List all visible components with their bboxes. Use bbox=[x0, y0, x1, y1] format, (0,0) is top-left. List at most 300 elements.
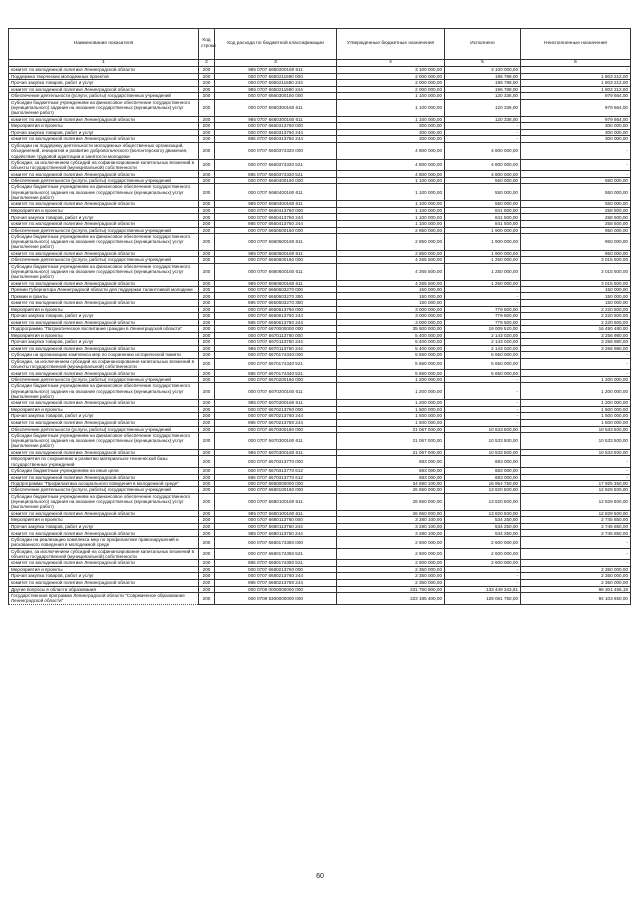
row-remaining: 1 803 212,00 bbox=[521, 86, 631, 93]
row-remaining: 258 500,00 bbox=[521, 220, 631, 227]
row-kbk: 000 0707 6660413760 244 bbox=[215, 214, 337, 221]
table-row bbox=[9, 530, 631, 537]
row-remaining: 3 015 500,00 bbox=[521, 257, 631, 263]
row-executed: 1 250 000,00 bbox=[445, 280, 521, 287]
row-executed: 550 000,00 bbox=[445, 178, 521, 184]
row-executed: 779 500,00 bbox=[445, 313, 521, 320]
row-approved: 21 067 000,00 bbox=[337, 449, 445, 456]
row-kbk: 000 0709 6300000000 000 bbox=[215, 593, 337, 605]
row-executed: - bbox=[445, 566, 521, 573]
row-remaining: 979 664,00 bbox=[521, 93, 631, 99]
row-name: Субсидии бюджетным учреждениям на финансовое обеспечение государственного (муниципального) задания на оказание государственных (муниципальных) услуг (выполнение работ) bbox=[9, 493, 199, 510]
row-approved: 26 650 000,00 bbox=[337, 493, 445, 510]
row-kbk: 000 0707 6660603270 000 bbox=[215, 287, 337, 293]
row-kbk: 000 0707 6670213760 244 bbox=[215, 413, 337, 420]
row-code: 200 bbox=[199, 207, 215, 214]
row-name: Обеспечение деятельности (услуги, работы) государственных учреждений bbox=[9, 426, 199, 432]
row-approved: 2 600 000,00 bbox=[337, 548, 445, 560]
row-approved: 300 000,00 bbox=[337, 123, 445, 130]
row-executed: 10 533 500,00 bbox=[445, 449, 521, 456]
row-approved: 2 350 000,00 bbox=[337, 573, 445, 580]
row-name: Поддержка творческих молодежных проектов bbox=[9, 73, 199, 80]
row-approved: 4 265 500,00 bbox=[337, 280, 445, 287]
row-name: комитет по молодежной политике Ленинградской области bbox=[9, 280, 199, 287]
row-remaining: 10 533 500,00 bbox=[521, 426, 631, 432]
row-remaining: 12 829 500,00 bbox=[521, 510, 631, 517]
row-remaining: - bbox=[521, 67, 631, 74]
row-remaining: - bbox=[521, 560, 631, 567]
row-remaining: - bbox=[521, 370, 631, 377]
row-kbk: 000 0707 6680174350 521 bbox=[215, 548, 337, 560]
row-name: комитет по молодежной политике Ленинградской области bbox=[9, 474, 199, 481]
row-code: 200 bbox=[199, 80, 215, 87]
table-row bbox=[9, 280, 631, 287]
row-code: 200 bbox=[199, 586, 215, 593]
table-row bbox=[9, 136, 631, 143]
row-remaining: 3 256 980,00 bbox=[521, 332, 631, 339]
row-code: 200 bbox=[199, 560, 215, 567]
table-row bbox=[9, 171, 631, 178]
row-executed: - bbox=[445, 123, 521, 130]
row-code: 200 bbox=[199, 293, 215, 300]
table-row bbox=[9, 201, 631, 208]
row-approved: 4 800 000,00 bbox=[337, 159, 445, 171]
row-name: Прочая закупка товаров, работ и услуг bbox=[9, 214, 199, 221]
row-executed: 534 250,00 bbox=[445, 523, 521, 530]
row-kbk: 985 0707 6660313760 244 bbox=[215, 136, 337, 143]
row-kbk: 000 0707 6670174340 521 bbox=[215, 358, 337, 370]
table-body bbox=[9, 67, 631, 605]
row-code: 200 bbox=[199, 487, 215, 493]
row-name: Премии и гранты bbox=[9, 293, 199, 300]
table-row bbox=[9, 413, 631, 420]
row-approved: 2 000 000,00 bbox=[337, 73, 445, 80]
row-executed: 2 143 020,00 bbox=[445, 332, 521, 339]
row-name: Государственная программа Ленинградской области "Современное образование Ленинградской области" bbox=[9, 593, 199, 605]
table-row bbox=[9, 548, 631, 560]
row-approved: 2 850 000,00 bbox=[337, 250, 445, 257]
row-approved: 150 000,00 bbox=[337, 300, 445, 307]
row-remaining: - bbox=[521, 142, 631, 159]
row-kbk: 000 0707 6680174350 000 bbox=[215, 536, 337, 548]
row-executed: 4 800 000,00 bbox=[445, 159, 521, 171]
table-row bbox=[9, 220, 631, 227]
row-executed: 4 800 000,00 bbox=[445, 171, 521, 178]
row-name: Субсидии бюджетным учреждениям на финансовое обеспечение государственного (муниципального) задания на оказание государственных (муниципальных) услуг (выполнение работ) bbox=[9, 233, 199, 250]
row-name: Субсидии, за исключением субсидий на софинансирование капитальных вложений в объекты государственной (муниципальной) собственности bbox=[9, 548, 199, 560]
row-code: 200 bbox=[199, 86, 215, 93]
row-approved: 2 000 000,00 bbox=[337, 86, 445, 93]
row-executed: 10 533 500,00 bbox=[445, 432, 521, 449]
table-row bbox=[9, 129, 631, 136]
table-row bbox=[9, 207, 631, 214]
table-row bbox=[9, 123, 631, 130]
row-remaining: 94 103 650,00 bbox=[521, 593, 631, 605]
row-executed: 129 081 750,00 bbox=[445, 593, 521, 605]
row-kbk: 000 0707 6660300160 000 bbox=[215, 93, 337, 99]
row-code: 200 bbox=[199, 214, 215, 221]
row-name: Прочая закупка товаров, работ и услуг bbox=[9, 573, 199, 580]
row-remaining: - bbox=[521, 548, 631, 560]
table-row bbox=[9, 73, 631, 80]
row-code: 200 bbox=[199, 142, 215, 159]
row-kbk: 000 0707 6660600160 611 bbox=[215, 263, 337, 280]
row-executed: 683 000,00 bbox=[445, 467, 521, 474]
row-approved: 26 650 000,00 bbox=[337, 510, 445, 517]
row-name: комитет по молодежной политике Ленинградской области bbox=[9, 319, 199, 326]
row-code: 200 bbox=[199, 474, 215, 481]
row-name: комитет по молодежной политике Ленинградской области bbox=[9, 86, 199, 93]
row-approved: 3 280 100,00 bbox=[337, 530, 445, 537]
header-number: 3 bbox=[215, 60, 337, 67]
row-executed: 133 449 343,81 bbox=[445, 586, 521, 593]
table-row bbox=[9, 523, 631, 530]
row-kbk: 000 0707 6670113760 000 bbox=[215, 332, 337, 339]
row-name: комитет по молодежной политике Ленинградской области bbox=[9, 370, 199, 377]
row-kbk: 985 0707 6650200160 611 bbox=[215, 67, 337, 74]
row-code: 200 bbox=[199, 413, 215, 420]
row-code: 200 bbox=[199, 536, 215, 548]
row-name: комитет по молодежной политике Ленинградской области bbox=[9, 300, 199, 307]
table-row bbox=[9, 358, 631, 370]
header-number: 1 bbox=[9, 60, 199, 67]
row-code: 200 bbox=[199, 456, 215, 468]
row-remaining: 950 000,00 bbox=[521, 233, 631, 250]
row-name: комитет по молодежной политике Ленинградской области bbox=[9, 400, 199, 407]
row-executed: - bbox=[445, 136, 521, 143]
row-code: 200 bbox=[199, 123, 215, 130]
row-kbk: 000 0707 6670113760 244 bbox=[215, 339, 337, 346]
row-remaining: 258 500,00 bbox=[521, 214, 631, 221]
header-number: 6 bbox=[521, 60, 631, 67]
row-approved: 3 280 100,00 bbox=[337, 517, 445, 524]
row-code: 200 bbox=[199, 573, 215, 580]
row-code: 200 bbox=[199, 306, 215, 313]
row-kbk: 985 0707 6660300160 611 bbox=[215, 116, 337, 123]
row-code: 200 bbox=[199, 136, 215, 143]
row-remaining: 3 015 500,00 bbox=[521, 280, 631, 287]
table-row bbox=[9, 467, 631, 474]
table-row bbox=[9, 250, 631, 257]
table-row bbox=[9, 536, 631, 548]
row-kbk: 000 0707 6670174340 000 bbox=[215, 352, 337, 358]
row-name: Прочая закупка товаров, работ и услуг bbox=[9, 129, 199, 136]
row-kbk: 000 0707 6680113760 244 bbox=[215, 523, 337, 530]
row-executed: - bbox=[445, 376, 521, 382]
row-kbk: 000 0707 6680113760 000 bbox=[215, 517, 337, 524]
row-kbk: 985 0707 6660613760 244 bbox=[215, 319, 337, 326]
row-code: 200 bbox=[199, 287, 215, 293]
row-remaining: 1 803 212,00 bbox=[521, 80, 631, 87]
row-name: Другие вопросы в области образования bbox=[9, 586, 199, 593]
row-name: комитет по молодежной политике Ленинградской области bbox=[9, 419, 199, 426]
row-executed: 196 788,00 bbox=[445, 73, 521, 80]
row-approved: 2 850 000,00 bbox=[337, 233, 445, 250]
row-code: 200 bbox=[199, 73, 215, 80]
row-code: 200 bbox=[199, 432, 215, 449]
row-remaining: 1 500 000,00 bbox=[521, 413, 631, 420]
row-approved: 300 000,00 bbox=[337, 129, 445, 136]
row-executed: - bbox=[445, 579, 521, 586]
table-row bbox=[9, 214, 631, 221]
row-name: Субсидии на реализацию комплекса мер по профилактике правонарушений и рискованного поведения в молодежной среде bbox=[9, 536, 199, 548]
table-row bbox=[9, 99, 631, 116]
row-code: 200 bbox=[199, 233, 215, 250]
row-name: комитет по молодежной политике Ленинградской области bbox=[9, 560, 199, 567]
row-kbk: 000 0707 6660613760 244 bbox=[215, 313, 337, 320]
row-code: 200 bbox=[199, 300, 215, 307]
row-code: 200 bbox=[199, 201, 215, 208]
row-name: Подпрограмма "Патриотическое воспитание граждан в Ленинградской области" bbox=[9, 326, 199, 332]
table-row bbox=[9, 493, 631, 510]
row-code: 200 bbox=[199, 227, 215, 233]
table-row bbox=[9, 345, 631, 352]
row-name: Обеспечение деятельности (услуги, работы) государственных учреждений bbox=[9, 227, 199, 233]
row-code: 200 bbox=[199, 345, 215, 352]
row-code: 200 bbox=[199, 99, 215, 116]
row-code: 200 bbox=[199, 352, 215, 358]
row-executed: 2 600 000,00 bbox=[445, 560, 521, 567]
row-remaining: 2 350 000,00 bbox=[521, 566, 631, 573]
row-approved: 2 850 000,00 bbox=[337, 227, 445, 233]
row-executed: 683 000,00 bbox=[445, 474, 521, 481]
row-executed: 196 788,00 bbox=[445, 86, 521, 93]
table-row bbox=[9, 400, 631, 407]
row-kbk: 000 0707 6680213760 244 bbox=[215, 573, 337, 580]
row-approved: 150 000,00 bbox=[337, 293, 445, 300]
row-approved: 5 400 000,00 bbox=[337, 339, 445, 346]
table-row bbox=[9, 313, 631, 320]
row-name: комитет по молодежной политике Ленинградской области bbox=[9, 201, 199, 208]
row-remaining: 979 664,00 bbox=[521, 116, 631, 123]
row-kbk: 000 0707 6660374320 521 bbox=[215, 159, 337, 171]
table-row bbox=[9, 579, 631, 586]
table-row bbox=[9, 593, 631, 605]
row-kbk: 000 0707 6660313760 000 bbox=[215, 123, 337, 130]
row-executed: - bbox=[445, 300, 521, 307]
row-executed: 841 500,00 bbox=[445, 220, 521, 227]
row-executed: 1 250 000,00 bbox=[445, 257, 521, 263]
row-approved: 21 067 000,00 bbox=[337, 432, 445, 449]
table-row bbox=[9, 233, 631, 250]
row-approved: 683 000,00 bbox=[337, 474, 445, 481]
row-code: 200 bbox=[199, 178, 215, 184]
row-executed: 120 336,00 bbox=[445, 93, 521, 99]
row-executed: 3 100 000,00 bbox=[445, 67, 521, 74]
row-code: 200 bbox=[199, 326, 215, 332]
row-remaining: 300 000,00 bbox=[521, 136, 631, 143]
row-approved: 21 067 000,00 bbox=[337, 426, 445, 432]
row-remaining: 2 745 850,00 bbox=[521, 523, 631, 530]
row-name: комитет по молодежной политике Ленинградской области bbox=[9, 67, 199, 74]
row-executed: 779 500,00 bbox=[445, 306, 521, 313]
row-code: 200 bbox=[199, 383, 215, 400]
row-executed: 841 500,00 bbox=[445, 207, 521, 214]
row-approved: 4 265 500,00 bbox=[337, 257, 445, 263]
table-row bbox=[9, 306, 631, 313]
row-executed: - bbox=[445, 413, 521, 420]
table-row bbox=[9, 449, 631, 456]
row-kbk: 000 0707 6660603270 350 bbox=[215, 293, 337, 300]
header-number: 2 bbox=[199, 60, 215, 67]
row-name: Субсидии бюджетным учреждениям на иные цели bbox=[9, 467, 199, 474]
row-kbk: 000 0707 6660500160 000 bbox=[215, 227, 337, 233]
row-approved: 3 000 000,00 bbox=[337, 306, 445, 313]
row-approved: 300 000,00 bbox=[337, 136, 445, 143]
row-kbk: 000 0707 6670300160 611 bbox=[215, 432, 337, 449]
row-remaining: 2 220 500,00 bbox=[521, 306, 631, 313]
table-row bbox=[9, 67, 631, 74]
row-kbk: 000 0707 6660413760 000 bbox=[215, 207, 337, 214]
row-name: комитет по молодежной политике Ленинградской области bbox=[9, 579, 199, 586]
row-code: 200 bbox=[199, 517, 215, 524]
row-remaining: 979 664,00 bbox=[521, 99, 631, 116]
row-kbk: 000 0707 6670300160 000 bbox=[215, 426, 337, 432]
row-code: 200 bbox=[199, 481, 215, 487]
row-approved: 35 500 000,00 bbox=[337, 326, 445, 332]
row-approved: 4 800 000,00 bbox=[337, 171, 445, 178]
row-executed: 13 820 500,00 bbox=[445, 510, 521, 517]
row-name: Прочая закупка товаров, работ и услуг bbox=[9, 413, 199, 420]
row-kbk: 000 0707 6680000000 000 bbox=[215, 481, 337, 487]
row-name: Субсидии, за исключением субсидий на софинансирование капитальных вложений в объекты государственной (муниципальной) собственности bbox=[9, 358, 199, 370]
row-remaining: 16 490 480,00 bbox=[521, 326, 631, 332]
row-approved: 1 200 000,00 bbox=[337, 383, 445, 400]
row-kbk: 985 0707 6660600160 611 bbox=[215, 280, 337, 287]
row-name: комитет по молодежной политике Ленинградской области bbox=[9, 220, 199, 227]
row-executed: 1 900 000,00 bbox=[445, 250, 521, 257]
row-name: Прочая закупка товаров, работ и услуг bbox=[9, 523, 199, 530]
row-code: 200 bbox=[199, 426, 215, 432]
row-remaining: - bbox=[521, 536, 631, 548]
row-name: комитет по молодежной политике Ленинградской области bbox=[9, 116, 199, 123]
table-row bbox=[9, 263, 631, 280]
row-executed: 10 533 500,00 bbox=[445, 426, 521, 432]
row-code: 200 bbox=[199, 510, 215, 517]
table-row bbox=[9, 474, 631, 481]
row-kbk: 000 0707 6670313770 612 bbox=[215, 467, 337, 474]
row-executed: 5 650 000,00 bbox=[445, 352, 521, 358]
row-kbk: 985 0707 6660413760 244 bbox=[215, 220, 337, 227]
row-code: 200 bbox=[199, 250, 215, 257]
row-remaining: 2 350 000,00 bbox=[521, 573, 631, 580]
row-remaining: 1 200 000,00 bbox=[521, 383, 631, 400]
row-approved: 3 280 100,00 bbox=[337, 523, 445, 530]
row-name: Субсидии, за исключением субсидий на софинансирование капитальных вложений в объекты государственной (муниципальной) собственности bbox=[9, 159, 199, 171]
table-row bbox=[9, 419, 631, 426]
row-remaining: 150 000,00 bbox=[521, 300, 631, 307]
row-remaining: 2 220 500,00 bbox=[521, 319, 631, 326]
row-executed: - bbox=[445, 293, 521, 300]
row-kbk: 985 0707 6670113760 244 bbox=[215, 345, 337, 352]
budget-report-sheet bbox=[8, 28, 630, 605]
row-name: Подпрограмма "Профилактика асоциального поведения в молодежной среде" bbox=[9, 481, 199, 487]
table-row bbox=[9, 86, 631, 93]
row-remaining: - bbox=[521, 474, 631, 481]
row-approved: 1 100 000,00 bbox=[337, 116, 445, 123]
row-remaining: - bbox=[521, 456, 631, 468]
row-remaining: 1 803 212,00 bbox=[521, 73, 631, 80]
row-kbk: 000 0707 6660500160 611 bbox=[215, 233, 337, 250]
row-approved: 5 400 000,00 bbox=[337, 345, 445, 352]
header-approved: Утвержденные бюджетные назначения bbox=[337, 29, 445, 60]
row-name: Прочая закупка товаров, работ и услуг bbox=[9, 80, 199, 87]
row-approved: 3 000 000,00 bbox=[337, 313, 445, 320]
table-row bbox=[9, 319, 631, 326]
row-kbk: 985 0707 6680213760 244 bbox=[215, 579, 337, 586]
row-kbk: 985 0707 6660603270 350 bbox=[215, 300, 337, 307]
row-approved: 1 100 000,00 bbox=[337, 99, 445, 116]
row-name: комитет по молодежной политике Ленинградской области bbox=[9, 530, 199, 537]
row-name: Мероприятия и проекты bbox=[9, 517, 199, 524]
row-code: 200 bbox=[199, 159, 215, 171]
header-code: Код строки bbox=[199, 29, 215, 60]
row-approved: 683 000,00 bbox=[337, 456, 445, 468]
row-code: 200 bbox=[199, 467, 215, 474]
row-approved: 1 200 000,00 bbox=[337, 400, 445, 407]
row-name: Субсидии бюджетным учреждениям на финансовое обеспечение государственного (муниципального) задания на оказание государственных (муниципальных) услуг (выполнение работ) bbox=[9, 383, 199, 400]
row-code: 200 bbox=[199, 332, 215, 339]
row-executed: 5 650 000,00 bbox=[445, 358, 521, 370]
row-executed: - bbox=[445, 129, 521, 136]
row-name: комитет по молодежной политике Ленинградской области bbox=[9, 250, 199, 257]
page-number: 60 bbox=[316, 873, 324, 880]
row-kbk: 000 0707 6660313760 244 bbox=[215, 129, 337, 136]
row-approved: 5 650 000,00 bbox=[337, 352, 445, 358]
row-kbk: 000 0707 6680213760 000 bbox=[215, 566, 337, 573]
row-kbk: 000 0707 6660600160 000 bbox=[215, 257, 337, 263]
row-approved: 34 880 100,00 bbox=[337, 481, 445, 487]
table-row bbox=[9, 383, 631, 400]
row-executed: 13 820 500,00 bbox=[445, 493, 521, 510]
row-executed: 1 900 000,00 bbox=[445, 227, 521, 233]
row-executed: 683 000,00 bbox=[445, 456, 521, 468]
row-remaining: 2 350 000,00 bbox=[521, 579, 631, 586]
row-executed: - bbox=[445, 406, 521, 413]
header-executed: Исполнено bbox=[445, 29, 521, 60]
row-approved: 223 185 400,00 bbox=[337, 593, 445, 605]
row-kbk: 000 0707 6670313770 000 bbox=[215, 456, 337, 468]
row-remaining: 98 301 456,19 bbox=[521, 586, 631, 593]
row-remaining: 1 500 000,00 bbox=[521, 406, 631, 413]
row-remaining: 3 256 980,00 bbox=[521, 339, 631, 346]
row-code: 200 bbox=[199, 67, 215, 74]
row-approved: 683 000,00 bbox=[337, 467, 445, 474]
row-name: комитет по молодежной политике Ленинградской области bbox=[9, 449, 199, 456]
table-row bbox=[9, 293, 631, 300]
table-row bbox=[9, 159, 631, 171]
row-remaining: 10 533 500,00 bbox=[521, 449, 631, 456]
row-name: Субсидии на организацию комплекса мер по сохранению исторической памяти bbox=[9, 352, 199, 358]
row-name: Прочая закупка товаров, работ и услуг bbox=[9, 313, 199, 320]
row-approved: 2 350 000,00 bbox=[337, 566, 445, 573]
row-remaining: 10 533 500,00 bbox=[521, 432, 631, 449]
row-remaining: 3 015 500,00 bbox=[521, 263, 631, 280]
row-code: 200 bbox=[199, 579, 215, 586]
row-code: 200 bbox=[199, 358, 215, 370]
row-kbk: 000 0707 6670200160 000 bbox=[215, 376, 337, 382]
row-executed: 534 250,00 bbox=[445, 517, 521, 524]
row-approved: 1 100 000,00 bbox=[337, 184, 445, 201]
table-row bbox=[9, 370, 631, 377]
budget-execution-table bbox=[8, 28, 631, 605]
row-approved: 2 600 000,00 bbox=[337, 536, 445, 548]
row-executed: 841 500,00 bbox=[445, 214, 521, 221]
row-remaining: 550 000,00 bbox=[521, 184, 631, 201]
row-kbk: 000 0707 6660400160 000 bbox=[215, 178, 337, 184]
row-name: Обеспечение деятельности (услуги, работы) государственных учреждений bbox=[9, 487, 199, 493]
row-executed: - bbox=[445, 573, 521, 580]
